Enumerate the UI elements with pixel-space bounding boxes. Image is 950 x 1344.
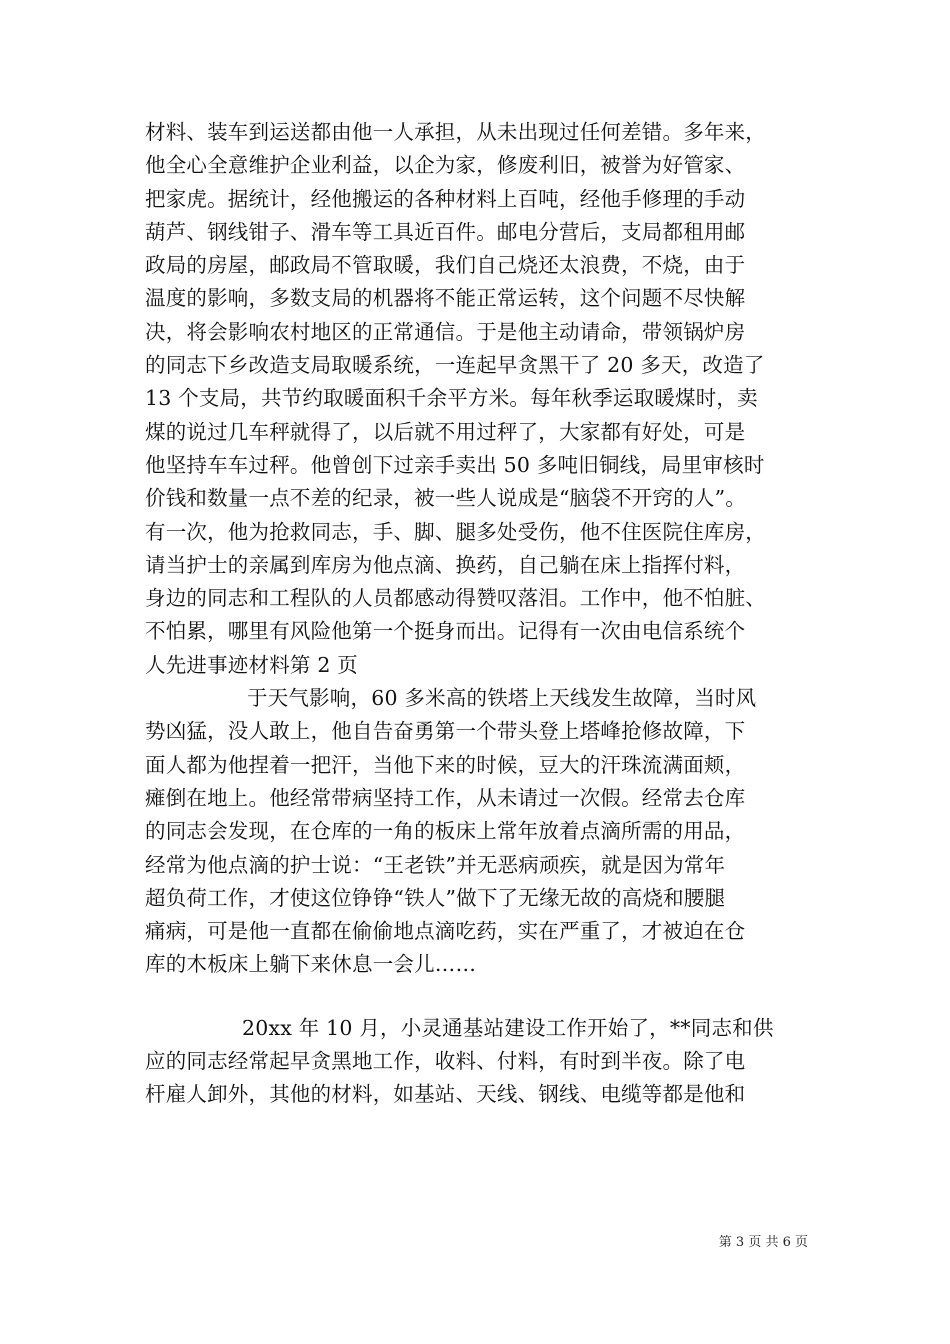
page-number-footer: 第 3 页 共 6 页 (718, 1235, 808, 1250)
text-line: 面人都为他捏着一把汗，当他下来的时候，豆大的汗珠流满面颊， (145, 752, 746, 777)
text-line: 把家虎。据统计，经他搬运的各种材料上百吨，经他手修理的手动 (145, 186, 746, 211)
text-line: 他坚持车车过秤。他曾创下过亲手卖出 50 多吨旧铜线，局里审核时 (145, 452, 765, 477)
paragraph-spacer (145, 982, 815, 1012)
text-line: 决，将会影响农村地区的正常通信。于是他主动请命，带领锅炉房 (145, 319, 746, 344)
text-line: 超负荷工作，才使这位铮铮“铁人”做下了无缘无故的高烧和腰腿 (145, 885, 726, 910)
paragraph-2 (145, 682, 815, 982)
text-line: 煤的说过几车秤就得了，以后就不用过秤了，大家都有好处，可是 (145, 419, 746, 444)
text-line: 于天气影响，60 多米高的铁塔上天线发生故障，当时风 (247, 686, 757, 711)
text-line: 政局的房屋，邮政局不管取暖，我们自己烧还太浪费，不烧，由于 (145, 253, 746, 278)
text-line: 的同志下乡改造支局取暖系统，一连起早贪黑干了 20 多天，改造了 (145, 353, 765, 378)
text-line: 价钱和数量一点不差的纪录，被一些人说成是“脑袋不开窍的人”。 (145, 486, 746, 511)
text-line: 库的木板床上躺下来休息一会儿…… (145, 952, 477, 977)
text-line: 身边的同志和工程队的人员都感动得赞叹落泪。工作中，他不怕脏、 (145, 586, 766, 611)
text-line: 痛病，可是他一直都在偷偷地点滴吃药，实在严重了，才被迫在仓 (145, 919, 746, 944)
text-line: 不怕累，哪里有风险他第一个挺身而出。记得有一次由电信系统个 (145, 619, 746, 644)
text-line: 应的同志经常起早贪黑地工作，收料、付料，有时到半夜。除了电 (145, 1049, 746, 1074)
text-line: 的同志会发现，在仓库的一角的板床上常年放着点滴所需的用品， (145, 819, 746, 844)
document-body (145, 116, 815, 1112)
text-line: 势凶猛，没人敢上，他自告奋勇第一个带头登上塔峰抢修故障，下 (145, 719, 746, 744)
text-line: 人先进事迹材料第 2 页 (145, 652, 358, 677)
text-line: 温度的影响，多数支局的机器将不能正常运转，这个问题不尽快解 (145, 286, 746, 311)
paragraph-1 (145, 116, 815, 682)
text-line: 葫芦、钢线钳子、滑车等工具近百件。邮电分营后，支局都租用邮 (145, 219, 746, 244)
text-line: 请当护士的亲属到库房为他点滴、换药，自己躺在床上指挥付料， (145, 552, 746, 577)
text-line: 经常为他点滴的护士说：“王老铁”并无恶病顽疾，就是因为常年 (145, 852, 726, 877)
text-line: 有一次，他为抢救同志，手、脚、腿多处受伤，他不住医院住库房， (145, 519, 766, 544)
text-line: 13 个支局，共节约取暖面积千余平方米。每年秋季运取暖煤时，卖 (145, 386, 758, 411)
text-line: 他全心全意维护企业利益，以企为家，修废利旧，被誉为好管家、 (145, 153, 746, 178)
text-line: 材料、装车到运送都由他一人承担，从未出现过任何差错。多年来， (145, 120, 766, 144)
text-line: 杆雇人卸外，其他的材料，如基站、天线、钢线、电缆等都是他和 (145, 1082, 746, 1107)
text-line: 20xx 年 10 月，小灵通基站建设工作开始了，**同志和供 (242, 1015, 774, 1040)
text-line: 瘫倒在地上。他经常带病坚持工作，从未请过一次假。经常去仓库 (145, 785, 746, 810)
paragraph-3 (145, 1012, 815, 1112)
